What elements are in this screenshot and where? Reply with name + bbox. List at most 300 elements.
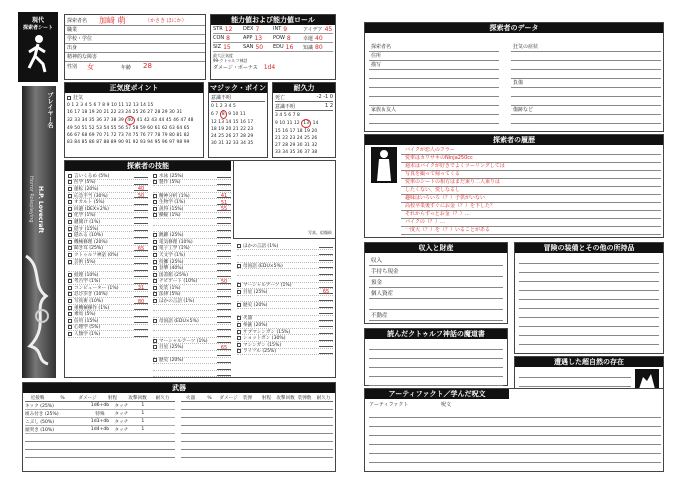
skill-checkbox[interactable] — [68, 325, 72, 329]
skill-checkbox[interactable] — [237, 316, 241, 320]
skill-value[interactable] — [217, 173, 231, 178]
skill-row[interactable] — [237, 269, 333, 276]
skill-checkbox[interactable] — [153, 240, 157, 244]
point-number[interactable]: 10 — [279, 121, 286, 126]
blank-line[interactable] — [369, 368, 503, 377]
point-number[interactable]: 32 — [311, 143, 318, 148]
stat-value[interactable]: 50 — [255, 43, 264, 51]
history-line[interactable] — [401, 227, 661, 235]
point-number[interactable]: 94 — [147, 140, 154, 145]
point-number[interactable]: 7 — [215, 112, 219, 117]
income-row[interactable] — [369, 277, 503, 288]
income-row[interactable] — [369, 255, 503, 266]
point-number[interactable]: 45 — [165, 118, 172, 123]
weapon-row[interactable] — [25, 418, 175, 426]
point-number[interactable]: 20 — [225, 127, 232, 132]
skill-value[interactable] — [217, 299, 231, 304]
point-number[interactable]: 28 — [154, 110, 161, 115]
point-number[interactable]: 49 — [67, 126, 73, 131]
blank-line[interactable] — [519, 264, 659, 273]
weapon-row[interactable] — [25, 402, 175, 410]
stat-value[interactable]: 13 — [254, 34, 263, 42]
skill-checkbox[interactable] — [68, 227, 72, 231]
point-number[interactable]: 80 — [169, 133, 175, 138]
skill-value[interactable] — [217, 186, 231, 191]
skill-row[interactable] — [153, 344, 231, 351]
point-number[interactable]: 12 — [294, 121, 300, 126]
blank-line[interactable] — [369, 445, 661, 454]
point-number[interactable]: 24 — [211, 134, 217, 139]
point-number[interactable]: 22 — [110, 110, 117, 115]
photo-box[interactable] — [233, 161, 335, 239]
point-number[interactable]: 95 — [154, 140, 161, 145]
skill-value[interactable]: 50 — [134, 193, 148, 198]
skill-value[interactable] — [134, 219, 148, 224]
point-number[interactable]: 18 — [81, 110, 88, 115]
skill-checkbox[interactable] — [153, 292, 157, 296]
skill-value[interactable] — [217, 338, 231, 343]
blank-line[interactable] — [519, 318, 659, 327]
point-number[interactable]: 40 — [127, 118, 134, 123]
skill-value[interactable]: 50 — [217, 279, 231, 284]
point-number[interactable]: 37 — [304, 150, 310, 155]
point-number[interactable]: 13 — [303, 121, 310, 126]
point-number[interactable]: 27 — [275, 143, 281, 148]
skill-value[interactable] — [319, 349, 333, 354]
point-number[interactable]: 34 — [81, 118, 88, 123]
skill-checkbox[interactable] — [153, 194, 157, 198]
blank-line[interactable] — [519, 291, 659, 300]
point-number[interactable]: 83 — [67, 140, 73, 145]
point-number[interactable]: 10 — [232, 112, 239, 117]
firearm-row[interactable] — [181, 442, 333, 450]
point-number[interactable]: 14 — [312, 121, 319, 126]
skill-value[interactable] — [217, 325, 231, 330]
skill-value[interactable] — [319, 336, 333, 341]
blank-line[interactable] — [519, 336, 659, 345]
point-number[interactable]: 51 — [81, 126, 88, 131]
skill-checkbox[interactable] — [237, 264, 241, 268]
skill-checkbox[interactable] — [68, 319, 72, 323]
blank-line[interactable] — [519, 273, 659, 282]
skill-checkbox[interactable] — [68, 246, 72, 250]
skill-checkbox[interactable] — [153, 207, 157, 211]
blank-line[interactable] — [519, 300, 659, 309]
point-number[interactable]: 14 — [225, 120, 232, 125]
point-number[interactable]: 20 — [96, 110, 102, 115]
weapon-empty-row[interactable] — [25, 442, 175, 450]
point-number[interactable]: 5 — [233, 104, 236, 109]
point-number[interactable]: 23 — [289, 136, 296, 141]
skill-checkbox[interactable] — [68, 279, 72, 283]
point-number[interactable]: 70 — [96, 133, 102, 138]
skill-value[interactable] — [217, 252, 231, 257]
skill-value[interactable] — [319, 303, 333, 308]
point-number[interactable]: 4 — [84, 103, 88, 108]
skill-value[interactable] — [319, 263, 333, 268]
point-number[interactable]: 13 — [218, 120, 225, 125]
skill-value[interactable] — [134, 279, 148, 284]
skill-value[interactable] — [217, 292, 231, 297]
stat-value[interactable]: 45 — [324, 25, 333, 33]
point-number[interactable]: 6 — [93, 103, 97, 108]
point-number[interactable]: 52 — [88, 126, 95, 131]
point-number[interactable]: 11 — [118, 103, 125, 108]
firearm-row[interactable] — [181, 450, 333, 458]
point-number[interactable]: 61 — [154, 126, 161, 131]
point-number[interactable]: 4 — [228, 104, 232, 109]
skill-row[interactable] — [153, 298, 231, 305]
point-number[interactable]: 50 — [74, 126, 81, 131]
point-number[interactable]: 22 — [282, 136, 289, 141]
point-number[interactable]: 31 — [218, 141, 225, 146]
skill-value[interactable] — [134, 180, 148, 185]
blank-line[interactable] — [369, 377, 503, 386]
skill-value[interactable]: 65 — [319, 289, 333, 294]
skill-checkbox[interactable] — [153, 200, 157, 204]
point-number[interactable]: 96 — [161, 140, 168, 145]
point-number[interactable]: 24 — [296, 136, 303, 141]
point-number[interactable]: 46 — [173, 118, 179, 123]
skill-value[interactable] — [134, 206, 148, 211]
point-number[interactable]: 88 — [103, 140, 110, 145]
skill-value[interactable] — [134, 305, 148, 310]
point-number[interactable]: 22 — [240, 127, 246, 132]
skill-row[interactable] — [237, 250, 333, 257]
skill-value[interactable] — [217, 213, 231, 218]
skill-checkbox[interactable] — [153, 253, 157, 257]
skill-checkbox[interactable] — [153, 233, 157, 237]
skill-checkbox[interactable] — [68, 299, 72, 303]
point-number[interactable]: 59 — [139, 126, 146, 131]
stat-value[interactable]: 15 — [223, 43, 231, 51]
skill-value[interactable] — [319, 316, 333, 321]
skill-value[interactable] — [319, 296, 333, 301]
point-number[interactable]: 78 — [154, 133, 161, 138]
point-number[interactable]: 31 — [176, 110, 183, 115]
point-number[interactable]: 15 — [232, 120, 239, 125]
point-number[interactable]: 23 — [118, 110, 124, 115]
skill-row[interactable] — [237, 289, 333, 296]
skill-value[interactable]: 31 — [134, 285, 148, 290]
point-number[interactable]: 43 — [151, 118, 158, 123]
point-number[interactable]: 74 — [125, 133, 132, 138]
point-number[interactable]: 98 — [176, 140, 183, 145]
blank-line[interactable] — [519, 327, 659, 336]
stat-value[interactable]: 8 — [226, 34, 230, 42]
skill-value[interactable] — [134, 213, 148, 218]
skill-checkbox[interactable] — [68, 332, 72, 336]
point-number[interactable]: 3 — [80, 103, 84, 108]
skill-value[interactable] — [217, 272, 231, 277]
point-number[interactable]: 0 — [67, 103, 70, 108]
point-number[interactable]: 32 — [67, 118, 73, 123]
point-number[interactable]: 17 — [247, 120, 254, 125]
skill-checkbox[interactable] — [153, 286, 157, 290]
skill-value[interactable] — [217, 246, 231, 251]
skill-checkbox[interactable] — [68, 260, 72, 264]
skill-value[interactable] — [217, 219, 231, 224]
skill-checkbox[interactable] — [237, 336, 241, 340]
skill-checkbox[interactable] — [153, 260, 157, 264]
weapon-empty-row[interactable] — [25, 450, 175, 458]
point-number[interactable]: 36 — [96, 118, 102, 123]
blank-line[interactable] — [369, 427, 661, 436]
skill-value[interactable] — [319, 283, 333, 288]
point-number[interactable]: 35 — [88, 118, 95, 123]
skill-value[interactable]: 51 — [217, 200, 231, 205]
skill-row[interactable] — [153, 364, 231, 371]
skill-row[interactable] — [153, 371, 231, 378]
skill-value[interactable] — [134, 325, 148, 330]
skill-value[interactable] — [217, 285, 231, 290]
skill-checkbox[interactable] — [68, 174, 72, 178]
blank-line[interactable] — [519, 255, 659, 264]
skill-row[interactable] — [237, 263, 333, 270]
name-value[interactable]: 加﨑 萌 — [99, 16, 126, 25]
point-number[interactable]: 62 — [161, 126, 168, 131]
hp-grid[interactable] — [275, 112, 333, 156]
point-number[interactable]: 24 — [125, 110, 132, 115]
skill-checkbox[interactable] — [153, 279, 157, 283]
point-number[interactable]: 67 — [74, 133, 81, 138]
firearm-row[interactable] — [181, 434, 333, 442]
stat-value[interactable]: 8 — [286, 34, 291, 42]
firearm-row[interactable] — [181, 402, 333, 410]
point-number[interactable]: 7 — [292, 113, 296, 118]
skill-value[interactable] — [319, 322, 333, 327]
skill-checkbox[interactable] — [237, 244, 241, 248]
skill-value[interactable] — [319, 250, 333, 255]
skill-checkbox[interactable] — [68, 200, 72, 204]
skill-value[interactable] — [134, 318, 148, 323]
point-number[interactable]: 68 — [81, 133, 88, 138]
skill-value[interactable] — [217, 358, 231, 363]
magic-grid[interactable] — [211, 103, 265, 147]
point-number[interactable]: 19 — [88, 110, 95, 115]
point-number[interactable]: 9 — [106, 103, 110, 108]
blank-line[interactable] — [369, 409, 661, 418]
point-number[interactable]: 89 — [110, 140, 117, 145]
income-row[interactable] — [369, 266, 503, 277]
point-number[interactable]: 81 — [176, 133, 183, 138]
point-number[interactable]: 79 — [161, 133, 168, 138]
stat-value[interactable]: 7 — [255, 25, 260, 33]
point-number[interactable]: 71 — [103, 133, 110, 138]
skill-checkbox[interactable] — [68, 233, 72, 237]
point-number[interactable]: 84 — [74, 140, 81, 145]
point-number[interactable]: 69 — [88, 133, 95, 138]
point-number[interactable]: 82 — [183, 133, 190, 138]
point-number[interactable]: 3 — [275, 113, 278, 118]
skill-checkbox[interactable] — [237, 330, 241, 334]
point-number[interactable]: 35 — [289, 150, 296, 155]
point-number[interactable]: 6 — [288, 113, 292, 118]
point-number[interactable]: 76 — [139, 133, 146, 138]
skill-checkbox[interactable] — [153, 180, 157, 184]
point-number[interactable]: 11 — [239, 112, 246, 117]
stat-value[interactable]: 80 — [315, 43, 323, 51]
point-number[interactable]: 21 — [275, 136, 281, 141]
skill-value[interactable] — [134, 200, 148, 205]
point-number[interactable]: 8 — [102, 103, 106, 108]
firearm-row[interactable] — [181, 426, 333, 434]
skill-checkbox[interactable] — [237, 303, 241, 307]
point-number[interactable]: 26 — [139, 110, 146, 115]
skill-value[interactable] — [134, 226, 148, 231]
point-number[interactable]: 28 — [282, 143, 289, 148]
point-number[interactable]: 30 — [211, 141, 217, 146]
skill-checkbox[interactable] — [68, 187, 72, 191]
point-number[interactable]: 29 — [247, 134, 254, 139]
income-row[interactable] — [369, 299, 503, 310]
skill-checkbox[interactable] — [153, 299, 157, 303]
skill-checkbox[interactable] — [237, 323, 241, 327]
point-number[interactable]: 16 — [67, 110, 73, 115]
point-number[interactable]: 21 — [103, 110, 110, 115]
point-number[interactable]: 34 — [240, 141, 246, 146]
point-number[interactable]: 26 — [225, 134, 232, 139]
stat-value[interactable]: 16 — [285, 43, 294, 51]
point-number[interactable]: 8 — [221, 112, 225, 117]
blank-line[interactable] — [369, 359, 503, 368]
point-number[interactable]: 19 — [304, 129, 310, 134]
blank-line[interactable] — [519, 378, 631, 387]
point-number[interactable]: 86 — [88, 140, 95, 145]
damage-bonus-value[interactable]: 1d4 — [263, 64, 276, 71]
weapon-empty-row[interactable] — [25, 434, 175, 442]
point-number[interactable]: 72 — [110, 133, 117, 138]
point-number[interactable]: 10 — [111, 103, 117, 108]
skill-value[interactable] — [134, 266, 148, 271]
point-number[interactable]: 13 — [132, 103, 139, 108]
point-number[interactable]: 90 — [118, 140, 124, 145]
point-number[interactable]: 64 — [176, 126, 183, 131]
point-number[interactable]: 63 — [169, 126, 175, 131]
point-number[interactable]: 33 — [275, 150, 281, 155]
point-number[interactable]: 5 — [283, 113, 287, 118]
skill-checkbox[interactable] — [68, 194, 72, 198]
skill-row[interactable] — [68, 259, 148, 266]
weapon-row[interactable] — [25, 426, 175, 434]
point-number[interactable]: 34 — [282, 150, 289, 155]
point-number[interactable]: 92 — [132, 140, 139, 145]
skill-checkbox[interactable] — [68, 306, 72, 310]
blank-line[interactable] — [369, 436, 661, 445]
blank-line[interactable] — [369, 454, 661, 463]
point-number[interactable]: 44 — [158, 118, 165, 123]
skill-checkbox[interactable] — [68, 312, 72, 316]
stat-value[interactable]: 9 — [283, 25, 288, 33]
point-number[interactable]: 17 — [289, 129, 296, 134]
point-number[interactable]: 27 — [147, 110, 154, 115]
point-number[interactable]: 91 — [125, 140, 132, 145]
point-number[interactable]: 65 — [183, 126, 190, 131]
point-number[interactable]: 18 — [211, 127, 217, 132]
income-row[interactable] — [369, 310, 503, 321]
skill-value[interactable] — [217, 351, 231, 356]
point-number[interactable]: 41 — [136, 118, 143, 123]
skill-checkbox[interactable] — [153, 339, 157, 343]
point-number[interactable]: 33 — [74, 118, 81, 123]
point-number[interactable]: 30 — [296, 143, 303, 148]
skill-checkbox[interactable] — [153, 246, 157, 250]
skill-value[interactable] — [217, 371, 231, 376]
point-number[interactable]: 39 — [118, 118, 124, 123]
skill-checkbox[interactable] — [68, 292, 72, 296]
point-number[interactable]: 60 — [147, 126, 154, 131]
skill-row[interactable] — [68, 331, 148, 338]
skill-checkbox[interactable] — [153, 358, 157, 362]
skill-value[interactable] — [319, 276, 333, 281]
skill-value[interactable] — [134, 312, 148, 317]
point-number[interactable]: 93 — [139, 140, 146, 145]
history-notes[interactable] — [401, 147, 661, 235]
skill-checkbox[interactable] — [68, 273, 72, 277]
skill-checkbox[interactable] — [68, 220, 72, 224]
age-value[interactable]: 28 — [143, 62, 152, 70]
skill-value[interactable]: 65 — [134, 246, 148, 251]
skill-value[interactable] — [217, 305, 231, 310]
skill-value[interactable] — [217, 312, 231, 317]
skill-value[interactable] — [319, 270, 333, 275]
point-number[interactable]: 75 — [132, 133, 139, 138]
point-number[interactable]: 66 — [67, 133, 73, 138]
skill-value[interactable] — [319, 329, 333, 334]
point-number[interactable]: 14 — [140, 103, 147, 108]
skill-value[interactable]: 65 — [217, 345, 231, 350]
skill-checkbox[interactable] — [237, 290, 241, 294]
point-number[interactable]: 37 — [103, 118, 110, 123]
point-number[interactable]: 9 — [275, 121, 278, 126]
point-number[interactable]: 12 — [125, 103, 132, 108]
point-number[interactable]: 2 — [219, 104, 223, 109]
skill-value[interactable] — [134, 252, 148, 257]
skill-checkbox[interactable] — [237, 343, 241, 347]
point-number[interactable]: 31 — [304, 143, 310, 148]
skill-value[interactable] — [217, 226, 231, 231]
point-number[interactable]: 1 — [71, 103, 75, 108]
point-number[interactable]: 57 — [125, 126, 132, 131]
point-number[interactable]: 99 — [183, 140, 190, 145]
point-number[interactable]: 23 — [247, 127, 254, 132]
point-number[interactable]: 42 — [143, 118, 150, 123]
point-number[interactable]: 38 — [311, 150, 318, 155]
blank-line[interactable] — [369, 350, 503, 359]
firearm-row[interactable] — [181, 410, 333, 418]
skill-row[interactable] — [153, 213, 231, 220]
point-number[interactable]: 25 — [132, 110, 139, 115]
point-number[interactable]: 1 — [215, 104, 219, 109]
skill-value[interactable] — [134, 292, 148, 297]
point-number[interactable]: 7 — [97, 103, 101, 108]
blank-line[interactable] — [519, 309, 659, 318]
skill-checkbox[interactable] — [237, 283, 241, 287]
skill-row[interactable] — [153, 325, 231, 332]
point-number[interactable]: 47 — [180, 118, 187, 123]
skill-row[interactable] — [237, 243, 333, 250]
blank-line[interactable] — [369, 418, 661, 427]
skill-checkbox[interactable] — [68, 180, 72, 184]
point-number[interactable]: 85 — [81, 140, 88, 145]
point-number[interactable]: 55 — [110, 126, 117, 131]
point-number[interactable]: 12 — [211, 120, 217, 125]
point-number[interactable]: 38 — [110, 118, 117, 123]
skill-checkbox[interactable] — [68, 207, 72, 211]
skill-checkbox[interactable] — [68, 253, 72, 257]
skill-checkbox[interactable] — [153, 266, 157, 270]
skill-row[interactable] — [237, 302, 333, 309]
